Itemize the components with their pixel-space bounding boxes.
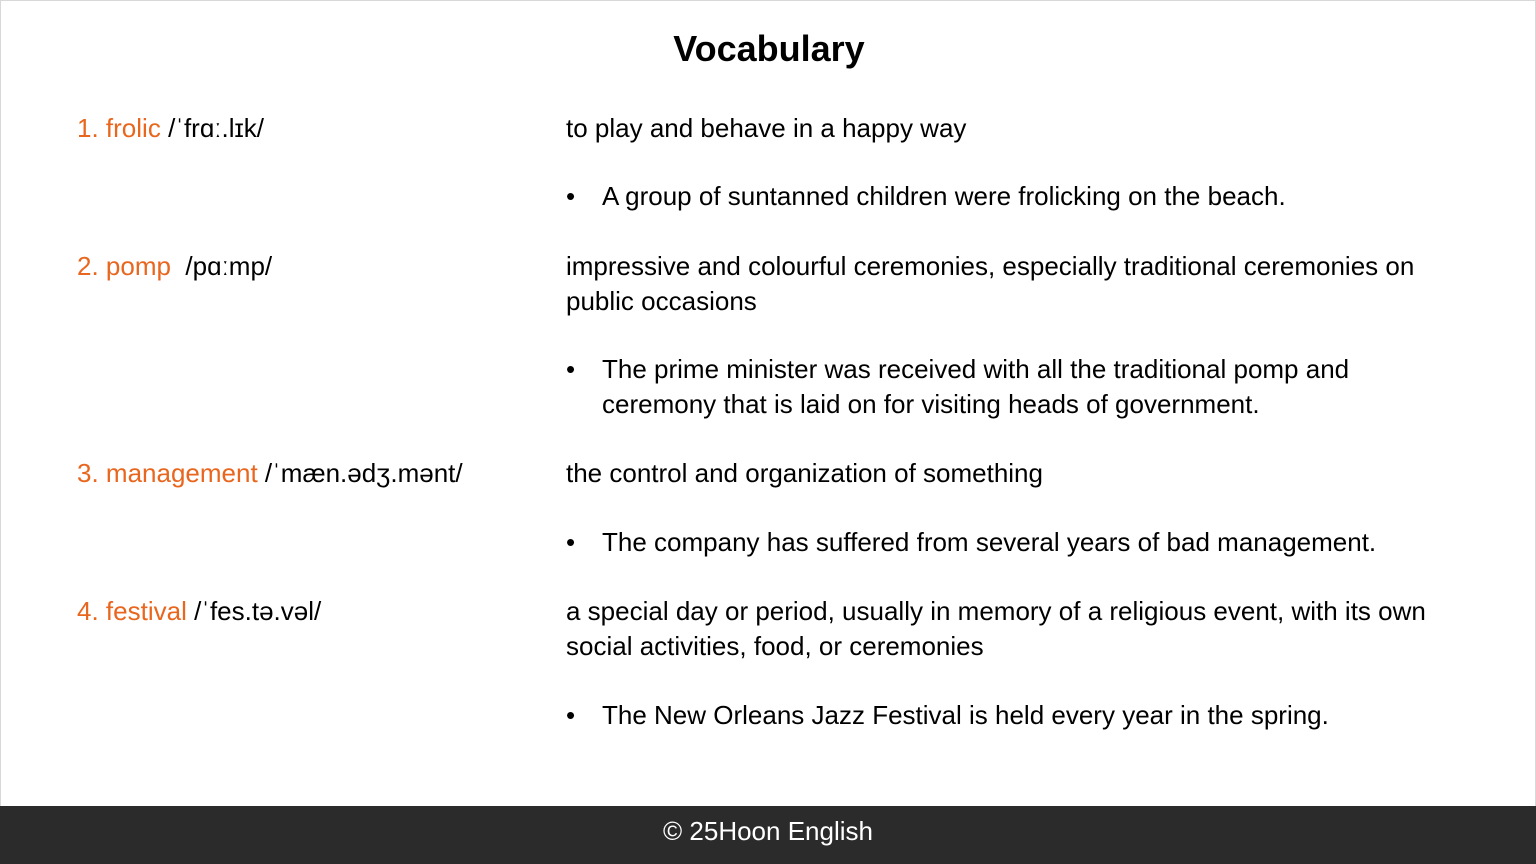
entry-definition: to play and behave in a happy way bbox=[566, 113, 967, 143]
entry-definition: the control and organization of something bbox=[566, 458, 1043, 488]
example-text: The company has suffered from several years of bad management. bbox=[602, 527, 1377, 557]
entry-number: 4. bbox=[77, 596, 99, 626]
entry-definition: impressive and colourful ceremonies, especially traditional ceremonies on public occasions bbox=[566, 251, 1415, 316]
vocab-term bbox=[77, 249, 272, 283]
entry-pronunciation: /ˈfes.tə.vəl/ bbox=[194, 596, 322, 626]
entry-definition: a special day or period, usually in memory of a religious event, with its own social activities, food, or ceremonies bbox=[566, 596, 1426, 661]
vocab-term bbox=[77, 111, 264, 145]
entry-pronunciation: /ˈmæn.ədʒ.mənt/ bbox=[264, 458, 463, 488]
entry-number: 1. bbox=[77, 113, 99, 143]
entry-number: 3. bbox=[77, 458, 99, 488]
entry-pronunciation: /ˈfrɑː.lɪk/ bbox=[168, 113, 264, 143]
entry-word: frolic bbox=[105, 113, 161, 143]
example-text: The New Orleans Jazz Festival is held every year in the spring. bbox=[602, 700, 1329, 730]
copyright-text: © 25Hoon English bbox=[663, 816, 873, 846]
entry-pronunciation: /pɑːmp/ bbox=[185, 251, 273, 281]
example-text: A group of suntanned children were frolicking on the beach. bbox=[602, 181, 1286, 211]
bullet-icon: • bbox=[566, 700, 576, 730]
entry-word: festival bbox=[105, 596, 187, 626]
page-title: Vocabulary bbox=[673, 28, 865, 69]
bullet-icon: • bbox=[566, 181, 576, 211]
bullet-icon: • bbox=[566, 527, 576, 557]
entry-word: management bbox=[105, 458, 258, 488]
example-text: The prime minister was received with all the traditional pomp and ceremony that is laid on for visiting heads of government. bbox=[602, 354, 1350, 419]
entry-word: pomp bbox=[105, 251, 171, 281]
vocab-term bbox=[77, 456, 463, 490]
footer-bar bbox=[0, 806, 1536, 864]
vocab-term bbox=[77, 594, 321, 628]
entry-number: 2. bbox=[77, 251, 99, 281]
bullet-icon: • bbox=[566, 354, 576, 384]
